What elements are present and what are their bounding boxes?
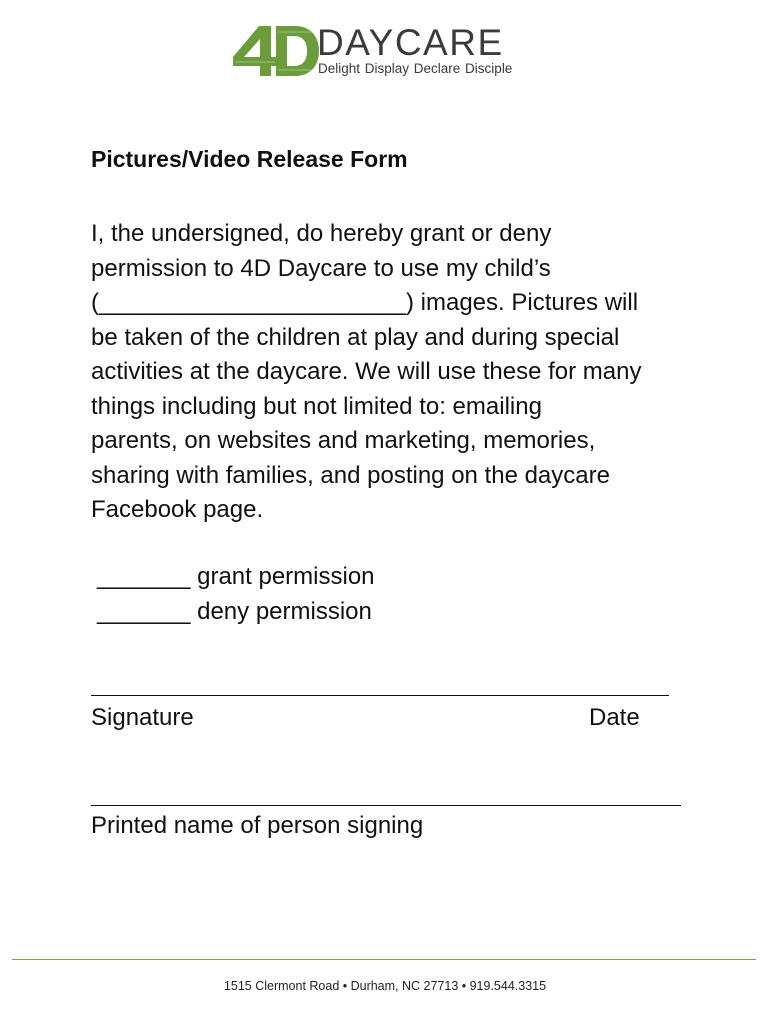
printed-name-label: Printed name of person signing	[91, 812, 424, 839]
release-paragraph	[91, 217, 691, 528]
company-logo	[233, 22, 543, 80]
signature-line[interactable]	[91, 695, 669, 696]
logo-tagline: Delight Display Declare Disciple	[318, 61, 513, 76]
paragraph-line: (_______________________) images. Pictures will	[91, 289, 639, 316]
deny-permission-option[interactable]: _______ deny permission	[97, 598, 372, 625]
footer-divider	[12, 959, 756, 960]
grant-permission-option[interactable]: _______ grant permission	[97, 563, 375, 590]
printed-name-line[interactable]	[91, 805, 681, 806]
paragraph-line: be taken of the children at play and during special	[91, 323, 620, 351]
paragraph-line: sharing with families, and posting on the daycare	[91, 461, 610, 489]
signature-label: Signature	[91, 704, 194, 731]
paragraph-line: things including but not limited to: emailing	[91, 392, 542, 420]
form-title: Pictures/Video Release Form	[91, 146, 408, 172]
paragraph-line: I, the undersigned, do hereby grant or deny	[91, 220, 552, 247]
paragraph-line: permission to 4D Daycare to use my child’s	[91, 254, 551, 282]
paragraph-line: activities at the daycare. We will use these for many	[91, 358, 642, 385]
logo-wordmark: DAYCARE	[317, 22, 504, 63]
4d-logo-mark-icon	[233, 26, 319, 78]
footer-address: 1515 Clermont Road • Durham, NC 27713 • 919.544.3315	[223, 979, 547, 993]
paragraph-line: parents, on websites and marketing, memories,	[91, 427, 596, 454]
date-label: Date	[589, 704, 640, 731]
paragraph-line: Facebook page.	[91, 496, 264, 523]
